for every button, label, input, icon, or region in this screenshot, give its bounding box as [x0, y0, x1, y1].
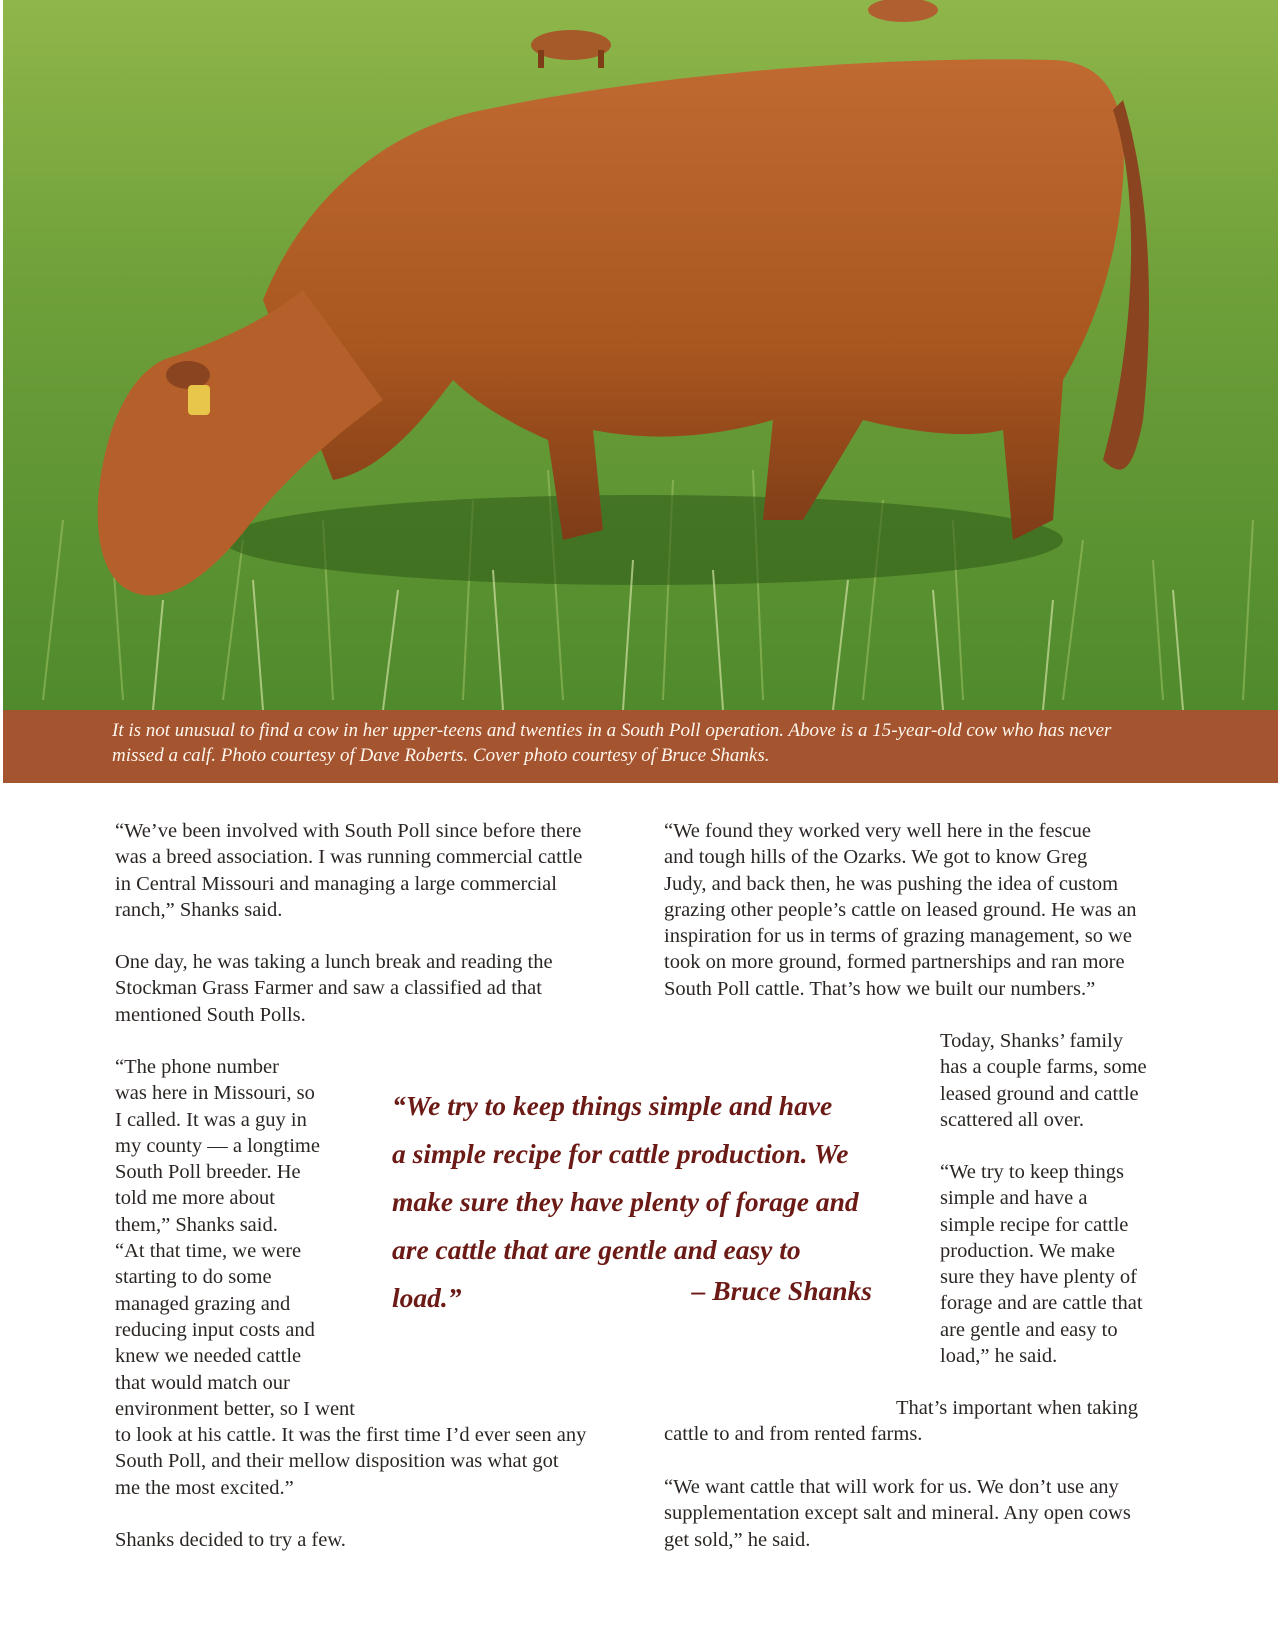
pull-quote-attribution: – Bruce Shanks — [691, 1275, 872, 1306]
pull-quote-line: “We try to keep things simple and have — [392, 1090, 833, 1121]
text-line: inspiration for us in terms of grazing management, so we — [664, 925, 1132, 948]
text-line: grazing other people’s cattle on leased ground. He was an — [664, 898, 1137, 921]
text-line: took on more ground, formed partnerships and ran more — [664, 951, 1125, 974]
text-line: them,” Shanks said. — [115, 1213, 278, 1236]
text-line: That’s important when taking — [896, 1397, 1138, 1419]
text-line: reducing input costs and — [115, 1318, 315, 1341]
text-line: mentioned South Polls. — [115, 1003, 306, 1026]
text-line: supplementation except salt and mineral. Any open cows — [664, 1502, 1131, 1525]
text-line: knew we needed cattle — [115, 1345, 302, 1368]
text-line: starting to do some — [115, 1266, 272, 1289]
grazing-cow-photo-icon — [3, 0, 1278, 710]
text-line: South Poll breeder. He — [115, 1161, 301, 1184]
text-line: One day, he was taking a lunch break and reading the — [115, 951, 553, 973]
caption-line: It is not unusual to find a cow in her upper-teens and twenties in a South Poll operation. Above is a 15-year-old cow who has never — [112, 720, 1112, 741]
caption-line: missed a calf. Photo courtesy of Dave Roberts. Cover photo courtesy of Bruce Shanks. — [112, 745, 770, 766]
text-line: “The phone number — [115, 1056, 279, 1078]
text-line: told me more about — [115, 1187, 275, 1210]
text-line: was here in Missouri, so — [115, 1082, 315, 1105]
pull-quote-line: make sure they have plenty of forage and — [392, 1186, 859, 1217]
pull-quote-line: are cattle that are gentle and easy to load.” — [392, 1234, 801, 1313]
text-line: I called. It was a guy in — [115, 1108, 307, 1131]
text-line: “We’ve been involved with South Poll since before there — [115, 820, 582, 842]
text-line: Stockman Grass Farmer and saw a classified ad that — [115, 977, 542, 1000]
text-line: simple recipe for cattle — [940, 1213, 1129, 1236]
cow-photo — [3, 0, 1278, 710]
text-line: my county — a longtime — [115, 1134, 320, 1157]
text-line: load,” he said. — [940, 1345, 1058, 1368]
left-paragraph-4 — [115, 1527, 635, 1553]
text-line: South Poll, and their mellow disposition was what got — [115, 1450, 559, 1473]
text-line: Judy, and back then, he was pushing the idea of custom — [664, 872, 1119, 895]
right-paragraph-5 — [664, 1474, 1204, 1553]
text-line: cattle to and from rented farms. — [664, 1423, 923, 1446]
right-paragraph-4 — [664, 1395, 1164, 1448]
text-line: Shanks decided to try a few. — [115, 1529, 346, 1551]
text-line: environment better, so I went — [115, 1397, 355, 1420]
text-line: has a couple farms, some — [940, 1056, 1147, 1079]
text-line: Today, Shanks’ family — [940, 1030, 1124, 1052]
text-line: production. We make — [940, 1239, 1116, 1262]
text-line: scattered all over. — [940, 1108, 1085, 1131]
text-line: was a breed association. I was running commercial cattle — [115, 846, 583, 869]
left-paragraph-2 — [115, 949, 635, 1028]
text-line: that would match our — [115, 1371, 290, 1394]
text-line: “At that time, we were — [115, 1240, 302, 1263]
text-line: sure they have plenty of — [940, 1266, 1137, 1289]
text-line: leased ground and cattle — [940, 1082, 1139, 1105]
text-line: forage and are cattle that — [940, 1292, 1143, 1315]
text-line: to look at his cattle. It was the first time I’d ever seen any — [115, 1424, 587, 1447]
pull-quote-line: a simple recipe for cattle production. We — [392, 1138, 849, 1169]
text-line: “We want cattle that will work for us. We don’t use any — [664, 1476, 1119, 1498]
text-line: “We found they worked very well here in the fescue — [664, 820, 1091, 842]
text-line: South Poll cattle. That’s how we built our numbers.” — [664, 977, 1096, 1000]
text-line: “We try to keep things — [940, 1161, 1124, 1183]
right-paragraph-1 — [664, 818, 1184, 1002]
photo-caption — [112, 718, 1152, 768]
text-line: are gentle and easy to — [940, 1318, 1118, 1341]
text-line: me the most excited.” — [115, 1476, 294, 1499]
left-paragraph-1 — [115, 818, 635, 923]
text-line: get sold,” he said. — [664, 1528, 811, 1551]
text-line: ranch,” Shanks said. — [115, 898, 283, 921]
text-line: simple and have a — [940, 1187, 1088, 1210]
text-line: in Central Missouri and managing a large commercial — [115, 872, 557, 895]
text-line: managed grazing and — [115, 1292, 291, 1315]
text-line: and tough hills of the Ozarks. We got to know Greg — [664, 846, 1088, 869]
right-paragraph-2 — [940, 1028, 1200, 1133]
right-paragraph-3 — [940, 1159, 1200, 1369]
